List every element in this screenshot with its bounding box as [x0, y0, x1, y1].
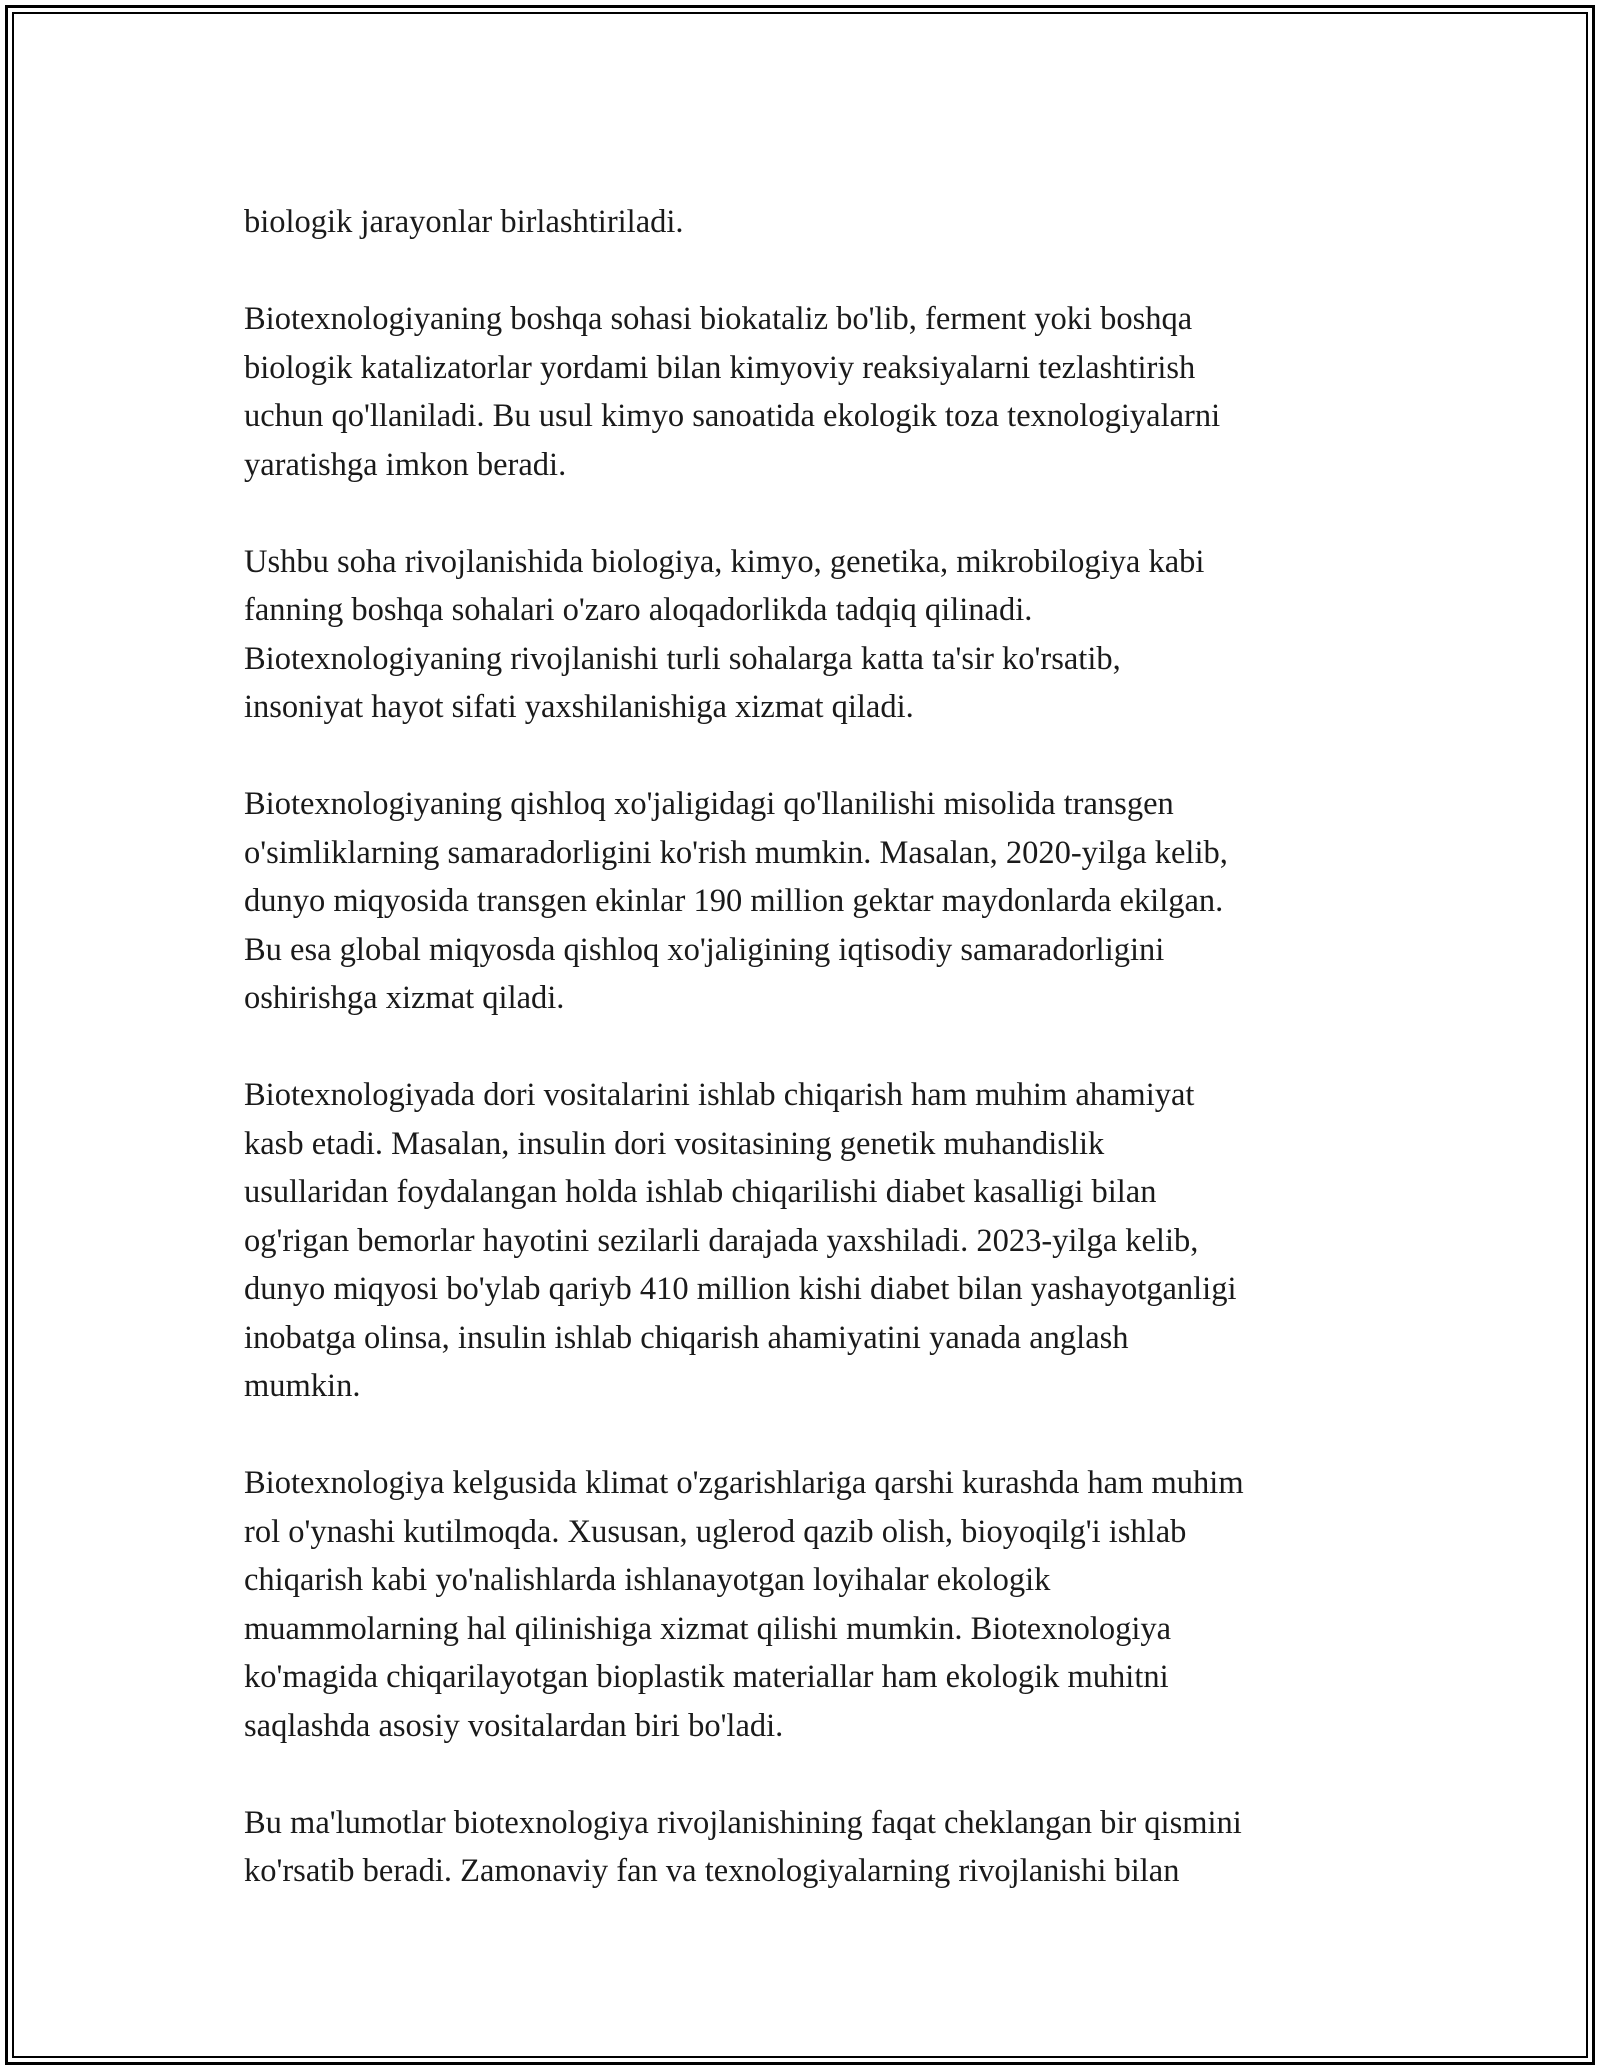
paragraph-1: [244, 198, 1394, 247]
paragraph-5: [244, 1071, 1394, 1411]
text-line: chiqarish kabi yo'nalishlarda ishlanayotgan loyihalar ekologik: [244, 1562, 1051, 1598]
text-line: Biotexnologiyaning rivojlanishi turli sohalarga katta ta'sir ko'rsatib,: [244, 640, 1121, 677]
text-line: biologik jarayonlar birlashtiriladi.: [244, 204, 684, 240]
text-line: biologik katalizatorlar yordami bilan kimyoviy reaksiyalarni tezlashtirish: [244, 349, 1196, 386]
text-line: mumkin.: [244, 1368, 361, 1404]
text-line: usullaridan foydalangan holda ishlab chiqarilishi diabet kasalligi bilan: [244, 1174, 1157, 1210]
text-line: rol o'ynashi kutilmoqda. Xususan, uglerod qazib olish, bioyoqilg'i ishlab: [244, 1513, 1187, 1550]
text-line: Biotexnologiyaning boshqa sohasi biokataliz bo'lib, ferment yoki boshqa: [244, 301, 1193, 337]
text-line: ko'rsatib beradi. Zamonaviy fan va texnologiyalarning rivojlanishi bilan: [244, 1853, 1180, 1889]
paragraph-2: [244, 295, 1394, 489]
paragraph-4: [244, 780, 1394, 1023]
document-body: [244, 198, 1394, 1896]
text-line: fanning boshqa sohalari o'zaro aloqadorlikda tadqiq qilinadi.: [244, 592, 1033, 628]
text-line: Biotexnologiyada dori vositalarini ishlab chiqarish ham muhim ahamiyat: [244, 1077, 1195, 1113]
text-line: saqlashda asosiy vositalardan biri bo'ladi.: [244, 1707, 784, 1744]
paragraph-3: [244, 538, 1394, 732]
page-frame: [5, 5, 1595, 2065]
text-line: inobatga olinsa, insulin ishlab chiqarish ahamiyatini yanada anglash: [244, 1319, 1129, 1356]
text-line: o'simliklarning samaradorligini ko'rish mumkin. Masalan, 2020-yilga kelib,: [244, 834, 1228, 871]
text-line: yaratishga imkon beradi.: [244, 446, 567, 483]
text-line: ko'magida chiqarilayotgan bioplastik materiallar ham ekologik muhitni: [244, 1659, 1169, 1695]
text-line: oshirishga xizmat qiladi.: [244, 980, 565, 1016]
text-line: uchun qo'llaniladi. Bu usul kimyo sanoatida ekologik toza texnologiyalarni: [244, 398, 1221, 434]
paragraph-6: [244, 1459, 1394, 1750]
text-line: Biotexnologiyaning qishloq xo'jaligidagi qo'llanilishi misolida transgen: [244, 786, 1174, 822]
text-line: og'rigan bemorlar hayotini sezilarli darajada yaxshiladi. 2023-yilga kelib,: [244, 1222, 1199, 1259]
text-line: dunyo miqyosida transgen ekinlar 190 million gektar maydonlarda ekilgan.: [244, 883, 1224, 919]
text-line: muammolarning hal qilinishiga xizmat qilishi mumkin. Biotexnologiya: [244, 1610, 1172, 1647]
paragraph-7: [244, 1799, 1394, 1896]
text-line: Bu esa global miqyosda qishloq xo'jaligining iqtisodiy samaradorligini: [244, 931, 1165, 968]
text-line: kasb etadi. Masalan, insulin dori vositasining genetik muhandislik: [244, 1125, 1105, 1162]
text-line: insoniyat hayot sifati yaxshilanishiga xizmat qiladi.: [244, 689, 914, 725]
text-line: Biotexnologiya kelgusida klimat o'zgarishlariga qarshi kurashda ham muhim: [244, 1465, 1244, 1501]
text-line: Bu ma'lumotlar biotexnologiya rivojlanishining faqat cheklangan bir qismini: [244, 1804, 1242, 1841]
text-line: Ushbu soha rivojlanishida biologiya, kimyo, genetika, mikrobilogiya kabi: [244, 543, 1205, 580]
text-line: dunyo miqyosi bo'ylab qariyb 410 million kishi diabet bilan yashayotganligi: [244, 1271, 1237, 1307]
